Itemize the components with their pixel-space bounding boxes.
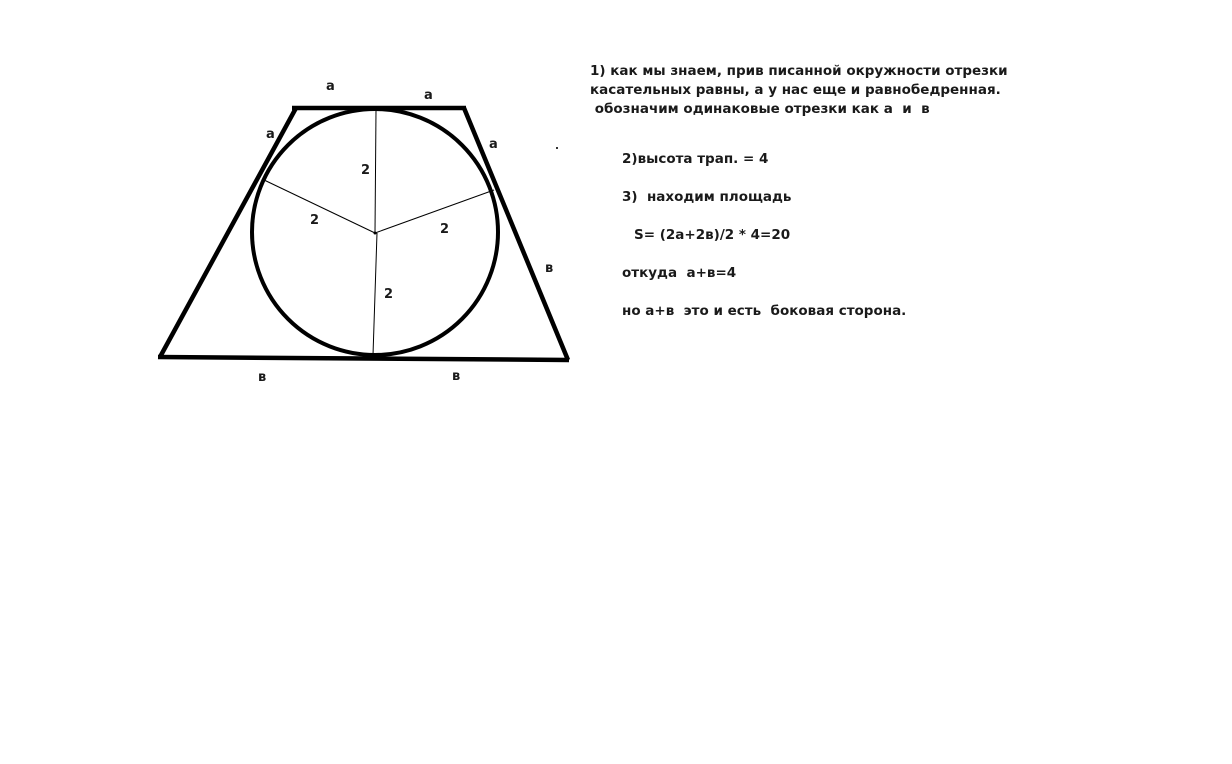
label-bottom-left-b: в: [258, 370, 267, 385]
radius-top: [375, 110, 376, 233]
label-left-upper-a: а: [266, 127, 275, 142]
note-conclusion: откуда а+в=4: [622, 265, 737, 281]
note-step1-line3: обозначим одинаковые отрезки как а и в: [590, 101, 930, 117]
right-side: [464, 108, 568, 360]
radius-right: [375, 190, 494, 233]
label-radius-top: 2: [361, 163, 371, 178]
note-final: но а+в это и есть боковая сторона.: [622, 303, 907, 319]
label-radius-left: 2: [310, 213, 320, 228]
left-side: [160, 108, 296, 357]
note-step2: 2)высота трап. = 4: [622, 151, 769, 167]
note-step3: 3) находим площадь: [622, 189, 792, 205]
stray-dot: [556, 147, 558, 149]
label-radius-right: 2: [440, 222, 450, 237]
label-top-right-a: а: [424, 88, 433, 103]
solution-notes: [590, 62, 1210, 319]
note-step1-line1: 1) как мы знаем, прив писанной окружности отрезки: [590, 63, 1008, 79]
note-formula: S= (2а+2в)/2 * 4=20: [634, 227, 791, 243]
label-right-upper-a: а: [489, 137, 498, 152]
center-point: [374, 232, 377, 235]
label-right-lower-b: в: [545, 261, 554, 276]
bottom-base: [158, 357, 569, 360]
label-top-left-a: а: [326, 79, 335, 94]
note-step1-line2: касательных равны, а у нас еще и равнобедренная.: [590, 82, 1001, 98]
label-bottom-right-b: в: [452, 369, 461, 384]
label-radius-bottom: 2: [384, 287, 394, 302]
radius-bottom: [373, 233, 377, 355]
